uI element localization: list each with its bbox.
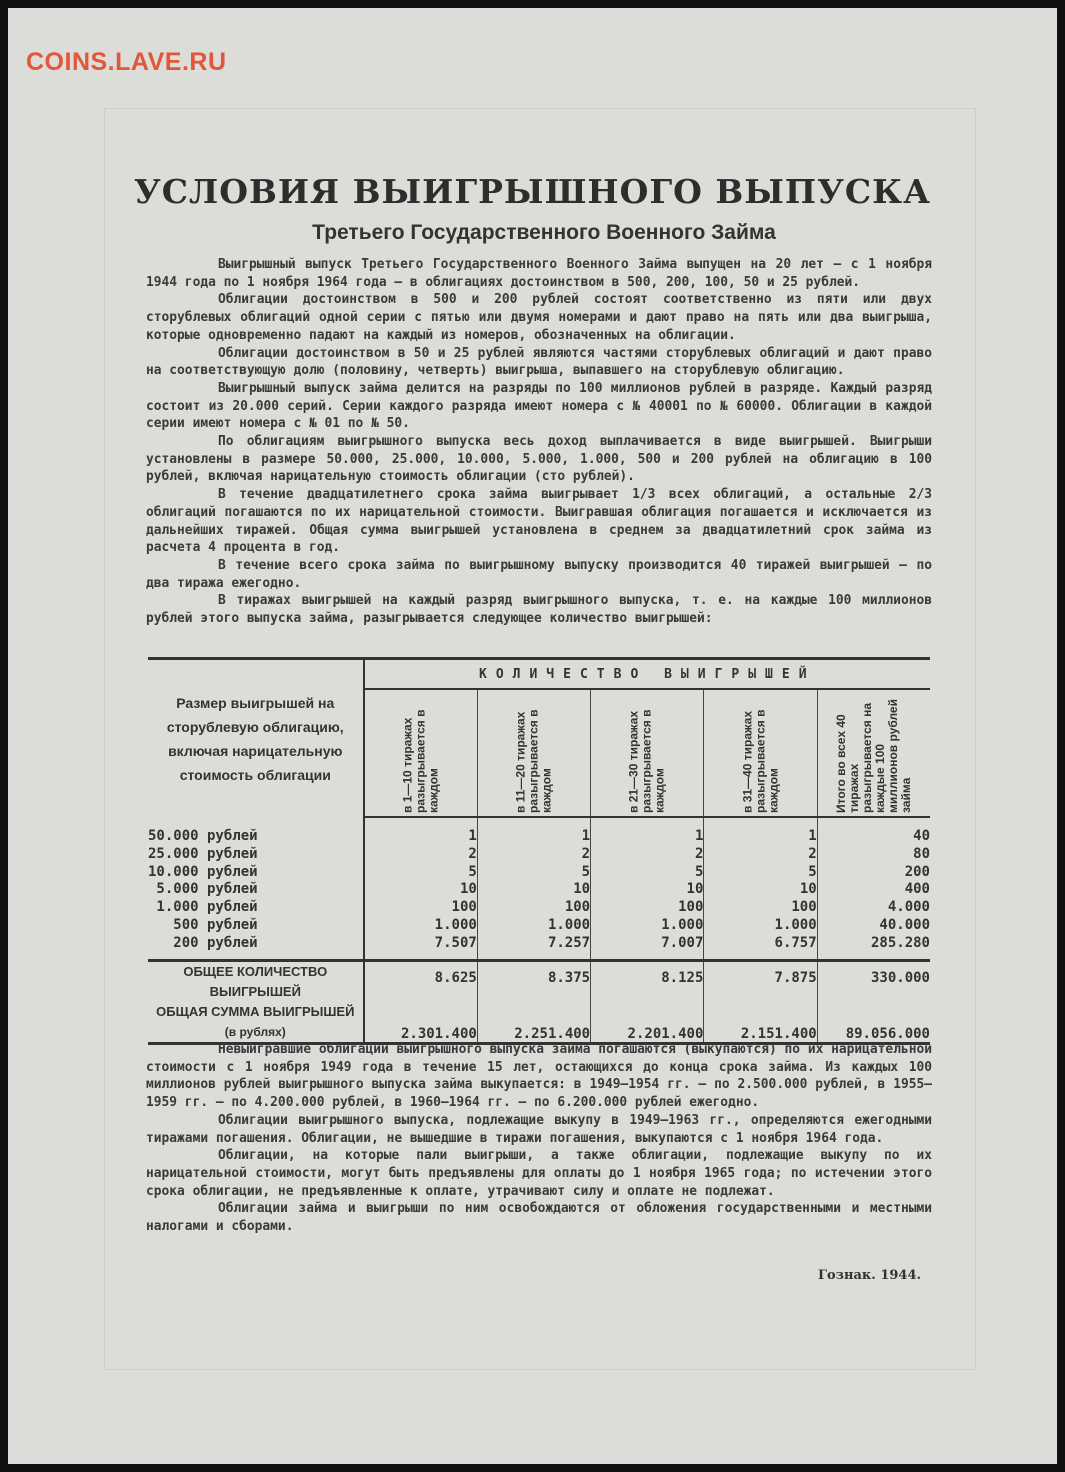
table-row (148, 881, 930, 899)
cell: 7.257 (477, 935, 590, 960)
redemption-text (146, 1041, 932, 1236)
cell: 5 (364, 864, 478, 882)
cell: 200 (817, 864, 930, 882)
document-title: УСЛОВИЯ ВЫИГРЫШНОГО ВЫПУСКА (133, 172, 932, 211)
prize-size: 500 рублей (148, 917, 364, 935)
cell: 5 (591, 864, 704, 882)
cell: 7.007 (591, 935, 704, 960)
cell: 100 (704, 899, 817, 917)
paragraph: В течение двадцатилетнего срока займа выигрывает 1/3 всех облигаций, а остальные 2/3 облигаций погашаются по их нарицательной стоимости. Выигравшая облигация погашается и исключается из дальнейших тиражей. Общая сумма выигрышей установлена в среднем за двадцатилетний срок займа из расчета 4 процента в год. (146, 487, 932, 556)
cell: 100 (591, 899, 704, 917)
cell: 40.000 (817, 917, 930, 935)
cell: 10 (364, 881, 478, 899)
cell: 1 (477, 828, 590, 846)
cell: 10 (591, 881, 704, 899)
cell: 1 (704, 828, 817, 846)
cell: 6.757 (704, 935, 817, 960)
column-header: Итого во всех 40 тиражах разыгрывается на каждые 100 миллионов рублей займа (817, 689, 930, 817)
cell: 10 (477, 881, 590, 899)
column-header: в 21—30 тиражах разыгрывается в каждом (591, 689, 704, 817)
column-header: в 31—40 тиражах разыгрывается в каждом (704, 689, 817, 817)
site-watermark: COINS.LAVE.RU (26, 48, 227, 76)
group-header: КОЛИЧЕСТВО ВЫИГРЫШЕЙ (364, 659, 930, 690)
cell: 80 (817, 846, 930, 864)
totals-cell: 7.875 2.151.400 (704, 960, 817, 1043)
cell: 2 (364, 846, 478, 864)
printer-imprint: Гознак. 1944. (818, 1268, 922, 1283)
cell: 4.000 (817, 899, 930, 917)
table-row (148, 899, 930, 917)
table-row (148, 846, 930, 864)
prize-size: 25.000 рублей (148, 846, 364, 864)
totals-cell: 8.125 2.201.400 (591, 960, 704, 1043)
paragraph: Облигации достоинством в 500 и 200 рублей состоят соответственно из пяти или двух сторублевых облигаций одной серии с пятью или двумя номерами и дают право на пять или два выигрыша, которые одновременно падают на каждый из номеров, обозначенных на облигации. (146, 292, 932, 343)
cell: 2 (591, 846, 704, 864)
prize-size: 200 рублей (148, 935, 364, 960)
column-header: в 11—20 тиражах разыгрывается в каждом (477, 689, 590, 817)
paragraph: Облигации выигрышного выпуска, подлежащие выкупу в 1949—1963 гг., определяются ежегодными тиражами погашения. Облигации, не вышедшие в тиражи погашения, выкупаются с 1 ноября 1964 года. (146, 1112, 932, 1146)
paragraph: Облигации займа и выигрыши по ним освобождаются от обложения государственными и местными налогами и сборами. (146, 1201, 932, 1235)
totals-cell: 8.375 2.251.400 (477, 960, 590, 1043)
cell: 7.507 (364, 935, 478, 960)
paragraph: В тиражах выигрышей на каждый разряд выигрышного выпуска, т. е. на каждые 100 миллионов рублей этого выпуска займа, разыгрывается следующее количество выигрышей: (146, 593, 932, 627)
document-subtitle: Третьего Государственного Военного Займа (312, 221, 776, 244)
table-row (148, 917, 930, 935)
prize-size: 1.000 рублей (148, 899, 364, 917)
paragraph: Облигации достоинством в 50 и 25 рублей являются частями сторублевых облигаций и дают право на соответствующую долю (половину, четверть) выигрыша, выпавшего на сторублевую облигацию. (146, 345, 932, 379)
cell: 1.000 (704, 917, 817, 935)
table-row (148, 828, 930, 846)
paragraph: В течение всего срока займа по выигрышному выпуску производится 40 тиражей выигрышей — по два тиража ежегодно. (146, 557, 932, 591)
cell: 100 (477, 899, 590, 917)
column-header: в 1—10 тиражах разыгрывается в каждом (364, 689, 478, 817)
cell: 1.000 (591, 917, 704, 935)
prize-size: 5.000 рублей (148, 881, 364, 899)
paragraph: Невыигравшие облигации выигрышного выпуска займа погашаются (выкупаются) по их нарицательной стоимости с 1 ноября 1949 года в течение 15 лет, остающихся до конца срока займа. Из каждых 100 миллионов рублей выигрышного выпуска займа выкупается: в 1949—1954 гг. — по 2.500.000 рублей, в 1955—1959 гг. — по 4.200.000 рублей, в 1960—1964 гг. — по 6.200.000 рублей ежегодно. (146, 1042, 932, 1111)
total-sum-label: ОБЩАЯ СУММА ВЫИГРЫШЕЙ (156, 1003, 355, 1019)
cell: 2 (704, 846, 817, 864)
totals-row (148, 960, 930, 1043)
prize-size: 10.000 рублей (148, 864, 364, 882)
paragraph: По облигациям выигрышного выпуска весь доход выплачивается в виде выигрышей. Выигрыши установлены в размере 50.000, 25.000, 10.000, 5.000, 1.000, 500 и 200 рублей на облигацию в 100 рублей, включая нарицательную стоимость облигации (сто рублей). (146, 434, 932, 485)
cell: 1.000 (364, 917, 478, 935)
cell: 1 (591, 828, 704, 846)
cell: 5 (477, 864, 590, 882)
total-sum-unit: (в рублях) (224, 1024, 286, 1039)
table-row (148, 864, 930, 882)
prize-table (148, 657, 930, 1045)
total-count-label: ОБЩЕЕ КОЛИЧЕСТВО ВЫИГРЫШЕЙ (183, 963, 328, 999)
paragraph: Облигации, на которые пали выигрыши, а также облигации, подлежащие выкупу по их нарицательной стоимости, могут быть предъявлены для оплаты до 1 ноября 1965 года; по истечении этого срока облигации, не предъявленные к оплате, утрачивают силу и оплате не подлежат. (146, 1148, 932, 1199)
paragraph: Выигрышный выпуск займа делится на разряды по 100 миллионов рублей в разряде. Каждый разряд состоит из 20.000 серий. Серии каждого разряда имеют номера с № 40001 по № 60000. Облигации в каждой серии имеют номера с № 01 по № 50. (146, 380, 932, 432)
cell: 40 (817, 828, 930, 846)
cell: 285.280 (817, 935, 930, 960)
totals-cell: 8.625 2.301.400 (364, 960, 478, 1043)
prize-size: 50.000 рублей (148, 828, 364, 846)
conditions-text (146, 256, 932, 628)
cell: 1.000 (477, 917, 590, 935)
cell: 10 (704, 881, 817, 899)
cell: 1 (364, 828, 478, 846)
row-header: Размер выигрышей на сторублевую облигацию, включая нарицательную стоимость облигации (148, 659, 364, 818)
totals-labels (148, 960, 364, 1043)
cell: 400 (817, 881, 930, 899)
totals-cell: 330.000 89.056.000 (817, 960, 930, 1043)
cell: 100 (364, 899, 478, 917)
paragraph: Выигрышный выпуск Третьего Государственного Военного Займа выпущен на 20 лет — с 1 ноября 1944 года по 1 ноября 1964 года — в облигациях достоинством в 500, 200, 100, 50 и 25 рублей. (146, 257, 932, 290)
cell: 2 (477, 846, 590, 864)
table-row (148, 935, 930, 960)
cell: 5 (704, 864, 817, 882)
